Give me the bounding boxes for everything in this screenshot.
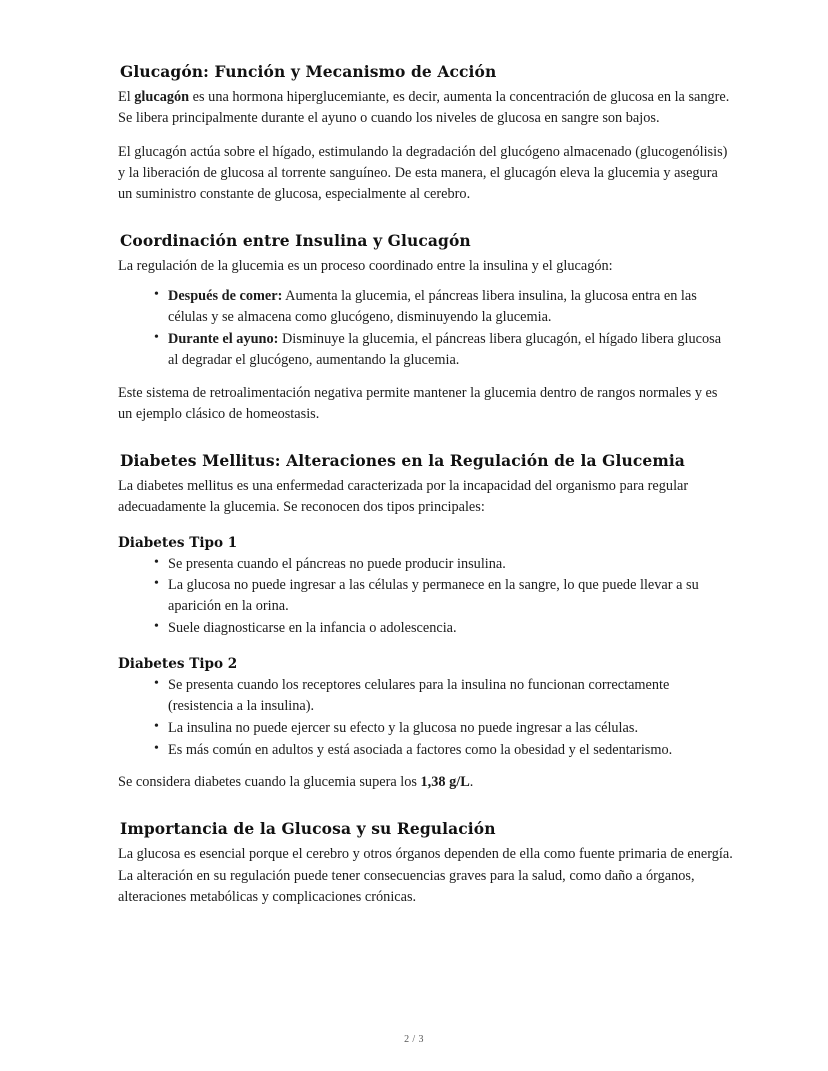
- paragraph-diabetes-intro: La diabetes mellitus es una enfermedad caracterizada por la incapacidad del organismo para regular adecuadamente la glucemia. Se reconocen dos tipos principales:: [118, 477, 689, 515]
- section-heading-glucagon: Glucagón: Función y Mecanismo de Acción: [120, 62, 497, 81]
- paragraph-glucagon-1: El glucagón es una hormona hiperglucemiante, es decir, aumenta la concentración de glucosa en la sangre. Se libera principalmente durante el ayuno o cuando los niveles de glucosa en sangre son bajos.: [118, 89, 730, 127]
- list-item: • Durante el ayuno: Disminuye la glucemia, el páncreas libera glucagón, el hígado libera glucosa al degradar el glucógeno, aumentando la glucemia.: [154, 329, 733, 371]
- list-item: • La insulina no puede ejercer su efecto y la glucosa no puede ingresar a las células.: [154, 718, 733, 739]
- subheading-diabetes-tipo-1: Diabetes Tipo 1: [118, 534, 238, 551]
- paragraph-importancia-1: La glucosa es esencial porque el cerebro y otros órganos dependen de ella como fuente primaria de energía. La alteración en su regulación puede tener consecuencias graves para la salud, como daño a órganos, alteraciones metabólicas y complicaciones crónicas.: [118, 846, 733, 905]
- paragraph-coordinacion-intro: La regulación de la glucemia es un proceso coordinado entre la insulina y el glucagón:: [118, 258, 613, 275]
- list-item: • Se presenta cuando los receptores celulares para la insulina no funcionan correctamente (resistencia a la insulina).: [154, 675, 733, 717]
- list-item: • Es más común en adultos y está asociada a factores como la obesidad y el sedentarismo.: [154, 740, 733, 761]
- list-item: • La glucosa no puede ingresar a las células y permanece en la sangre, lo que puede llevar a su aparición en la orina.: [154, 575, 733, 617]
- paragraph-diabetes-closing: Se considera diabetes cuando la glucemia supera los 1,38 g/L.: [118, 774, 474, 791]
- page-number: 2 / 3: [404, 1034, 424, 1045]
- list-diabetes-tipo-1: [118, 554, 733, 639]
- list-item: • Suele diagnosticarse en la infancia o adolescencia.: [154, 618, 733, 639]
- list-diabetes-tipo-2: [118, 675, 733, 760]
- page-footer: [0, 1034, 828, 1045]
- paragraph-glucagon-2: El glucagón actúa sobre el hígado, estimulando la degradación del glucógeno almacenado (glucogenólisis) y la liberación de glucosa al torrente sanguíneo. De esta manera, el glucagón eleva la glucemia y asegura un suministro constante de glucosa, especialmente al cerebro.: [118, 144, 728, 203]
- list-item: • Después de comer: Aumenta la glucemia, el páncreas libera insulina, la glucosa entra en las células y se almacena como glucógeno, disminuyendo la glucemia.: [154, 286, 733, 328]
- paragraph-coordinacion-closing: Este sistema de retroalimentación negativa permite mantener la glucemia dentro de rangos normales y es un ejemplo clásico de homeostasis.: [118, 384, 718, 422]
- section-heading-importancia: Importancia de la Glucosa y su Regulación: [120, 819, 496, 839]
- section-heading-diabetes: Diabetes Mellitus: Alteraciones en la Regulación de la Glucemia: [120, 450, 685, 470]
- list-coordinacion: [118, 286, 733, 370]
- subheading-diabetes-tipo-2: Diabetes Tipo 2: [118, 656, 238, 673]
- list-item: • Se presenta cuando el páncreas no puede producir insulina.: [154, 554, 733, 575]
- section-heading-coordinacion: Coordinación entre Insulina y Glucagón: [120, 231, 471, 251]
